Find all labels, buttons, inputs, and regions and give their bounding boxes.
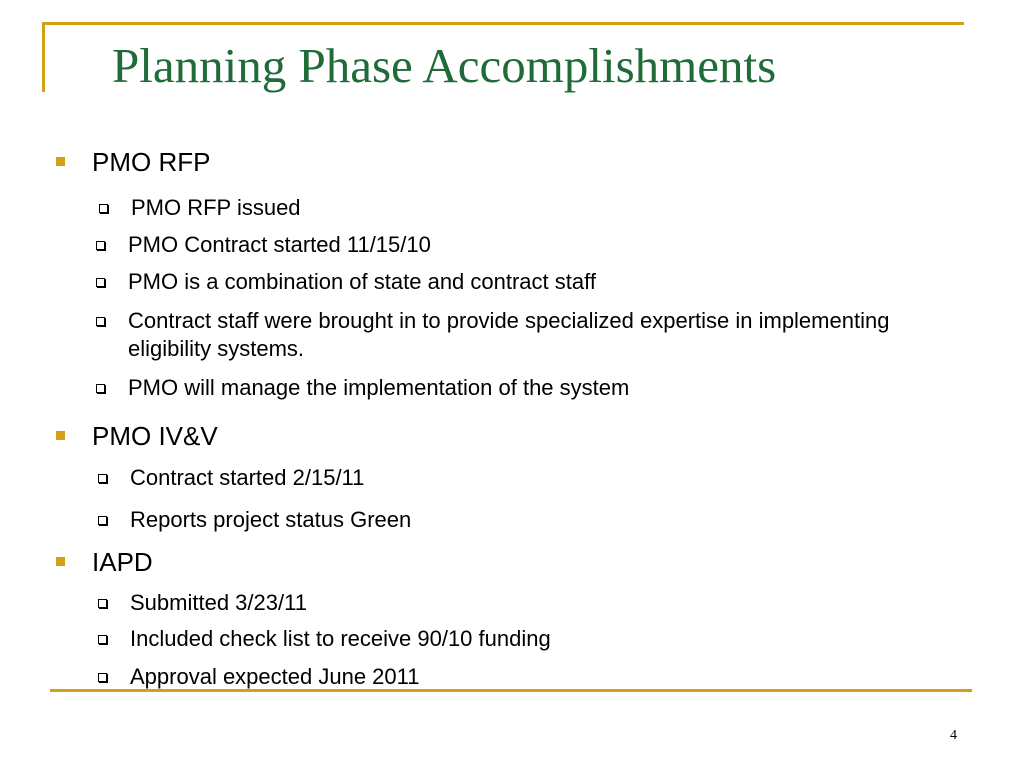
frame-bottom-rule (50, 689, 972, 692)
page-number: 4 (950, 728, 957, 743)
bullet-iapd (92, 547, 153, 577)
sub-bullet (130, 464, 950, 492)
sub-bullet-text: Reports project status Green (130, 507, 412, 532)
sub-bullet-text: Approval expected June 2011 (130, 664, 420, 689)
sub-bullet-text: Included check list to receive 90/10 funding (130, 626, 551, 651)
sub-bullet-text: PMO Contract started 11/15/10 (128, 232, 431, 257)
sub-bullet-text: PMO will manage the implementation of the system (128, 375, 630, 400)
sub-bullet-text: Submitted 3/23/11 (130, 590, 307, 615)
sub-bullet (128, 231, 948, 259)
slide-title: Planning Phase Accomplishments (112, 38, 777, 93)
square-bullet-icon (56, 431, 65, 440)
hollow-square-bullet-icon (96, 384, 105, 393)
bullet-heading: IAPD (92, 547, 153, 577)
hollow-square-bullet-icon (98, 516, 107, 525)
sub-bullet-text: PMO RFP issued (131, 195, 301, 220)
hollow-square-bullet-icon (96, 317, 105, 326)
hollow-square-bullet-icon (96, 278, 105, 287)
bullet-heading: PMO IV&V (92, 421, 218, 451)
hollow-square-bullet-icon (98, 599, 107, 608)
hollow-square-bullet-icon (98, 635, 107, 644)
hollow-square-bullet-icon (99, 204, 108, 213)
sub-bullet (128, 307, 948, 363)
square-bullet-icon (56, 557, 65, 566)
sub-bullet (130, 625, 950, 653)
sub-bullet-text: Contract staff were brought in to provide specialized expertise in implementing eligibility systems. (128, 308, 890, 361)
sub-bullet (130, 663, 950, 691)
sub-bullet (131, 194, 951, 222)
sub-bullet (130, 506, 950, 534)
sub-bullet-text: PMO is a combination of state and contract staff (128, 269, 596, 294)
bullet-heading: PMO RFP (92, 147, 211, 177)
hollow-square-bullet-icon (98, 474, 107, 483)
square-bullet-icon (56, 157, 65, 166)
hollow-square-bullet-icon (98, 673, 107, 682)
sub-bullet (128, 374, 948, 402)
bullet-pmo-ivv (92, 421, 218, 451)
bullet-pmo-rfp (92, 147, 210, 177)
sub-bullet-text: Contract started 2/15/11 (130, 465, 365, 490)
hollow-square-bullet-icon (96, 241, 105, 250)
sub-bullet (128, 268, 948, 296)
sub-bullet (130, 589, 950, 617)
